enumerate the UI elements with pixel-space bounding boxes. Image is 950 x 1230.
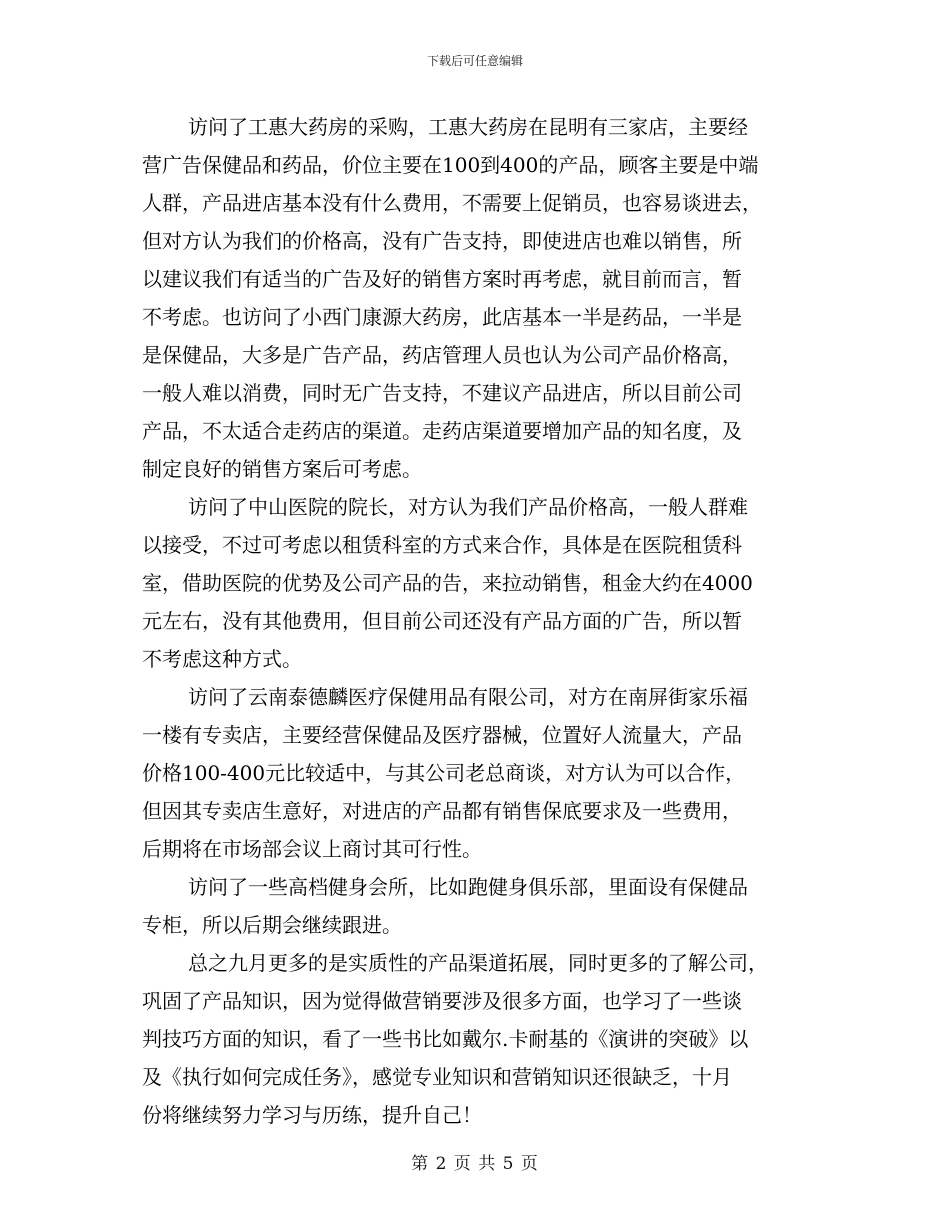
paragraph-line: 后期将在市场部会议上商讨其可行性。	[142, 837, 482, 861]
paragraph-line: 不考虑。也访问了小西门康源大药房，此店基本一半是药品，一半是	[142, 305, 742, 329]
paragraph-line: 室，借助医院的优势及公司产品的告，来拉动销售，租金大约在4000	[142, 571, 753, 595]
paragraph-line: 以建议我们有适当的广告及好的销售方案时再考虑，就目前而言，暂	[142, 267, 742, 291]
paragraph-line: 一般人难以消费，同时无广告支持，不建议产品进店，所以目前公司	[142, 381, 742, 405]
paragraph-line: 访问了中山医院的院长，对方认为我们产品价格高，一般人群难	[188, 495, 748, 519]
page-number-footer: 第 2 页 共 5 页	[411, 1154, 539, 1174]
paragraph-line: 访问了工惠大药房的采购，工惠大药房在昆明有三家店，主要经	[188, 115, 748, 139]
paragraph-line: 元左右，没有其他费用，但目前公司还没有产品方面的广告，所以暂	[142, 609, 742, 633]
paragraph-line: 及《执行如何完成任务》，感觉专业知识和营销知识还很缺乏，十月	[142, 1065, 732, 1089]
paragraph-line: 营广告保健品和药品，价位主要在100到400的产品，顾客主要是中端	[142, 153, 759, 177]
paragraph-line: 份将继续努力学习与历练，提升自己！	[142, 1103, 482, 1127]
paragraph-line: 总之九月更多的是实质性的产品渠道拓展，同时更多的了解公司，	[188, 951, 768, 975]
paragraph-line: 巩固了产品知识，因为觉得做营销要涉及很多方面，也学习了一些谈	[142, 989, 742, 1013]
paragraph-line: 访问了一些高档健身会所，比如跑健身俱乐部，里面设有保健品	[188, 875, 748, 899]
page-header: 下载后可任意编辑	[426, 54, 523, 68]
paragraph-line: 一楼有专卖店，主要经营保健品及医疗器械，位置好人流量大，产品	[142, 723, 742, 747]
paragraph-line: 制定良好的销售方案后可考虑。	[142, 457, 422, 481]
paragraph-line: 不考虑这种方式。	[142, 647, 302, 671]
paragraph-line: 价格100-400元比较适中，与其公司老总商谈，对方认为可以合作，	[142, 761, 746, 785]
paragraph-line: 人群，产品进店基本没有什么费用，不需要上促销员，也容易谈进去，	[142, 191, 762, 215]
paragraph-line: 判技巧方面的知识，看了一些书比如戴尔.卡耐基的《演讲的突破》以	[142, 1027, 749, 1051]
paragraph-line: 专柜，所以后期会继续跟进。	[142, 913, 402, 937]
paragraph-line: 但对方认为我们的价格高，没有广告支持，即使进店也难以销售，所	[142, 229, 742, 253]
document-body	[142, 108, 810, 1134]
paragraph-line: 是保健品，大多是广告产品，药店管理人员也认为公司产品价格高，	[142, 343, 742, 367]
paragraph-line: 访问了云南泰德麟医疗保健用品有限公司，对方在南屏街家乐福	[188, 685, 748, 709]
paragraph-line: 但因其专卖店生意好，对进店的产品都有销售保底要求及一些费用，	[142, 799, 742, 823]
paragraph-line: 以接受，不过可考虑以租赁科室的方式来合作，具体是在医院租赁科	[142, 533, 742, 557]
paragraph-line: 产品，不太适合走药店的渠道。走药店渠道要增加产品的知名度，及	[142, 419, 742, 443]
